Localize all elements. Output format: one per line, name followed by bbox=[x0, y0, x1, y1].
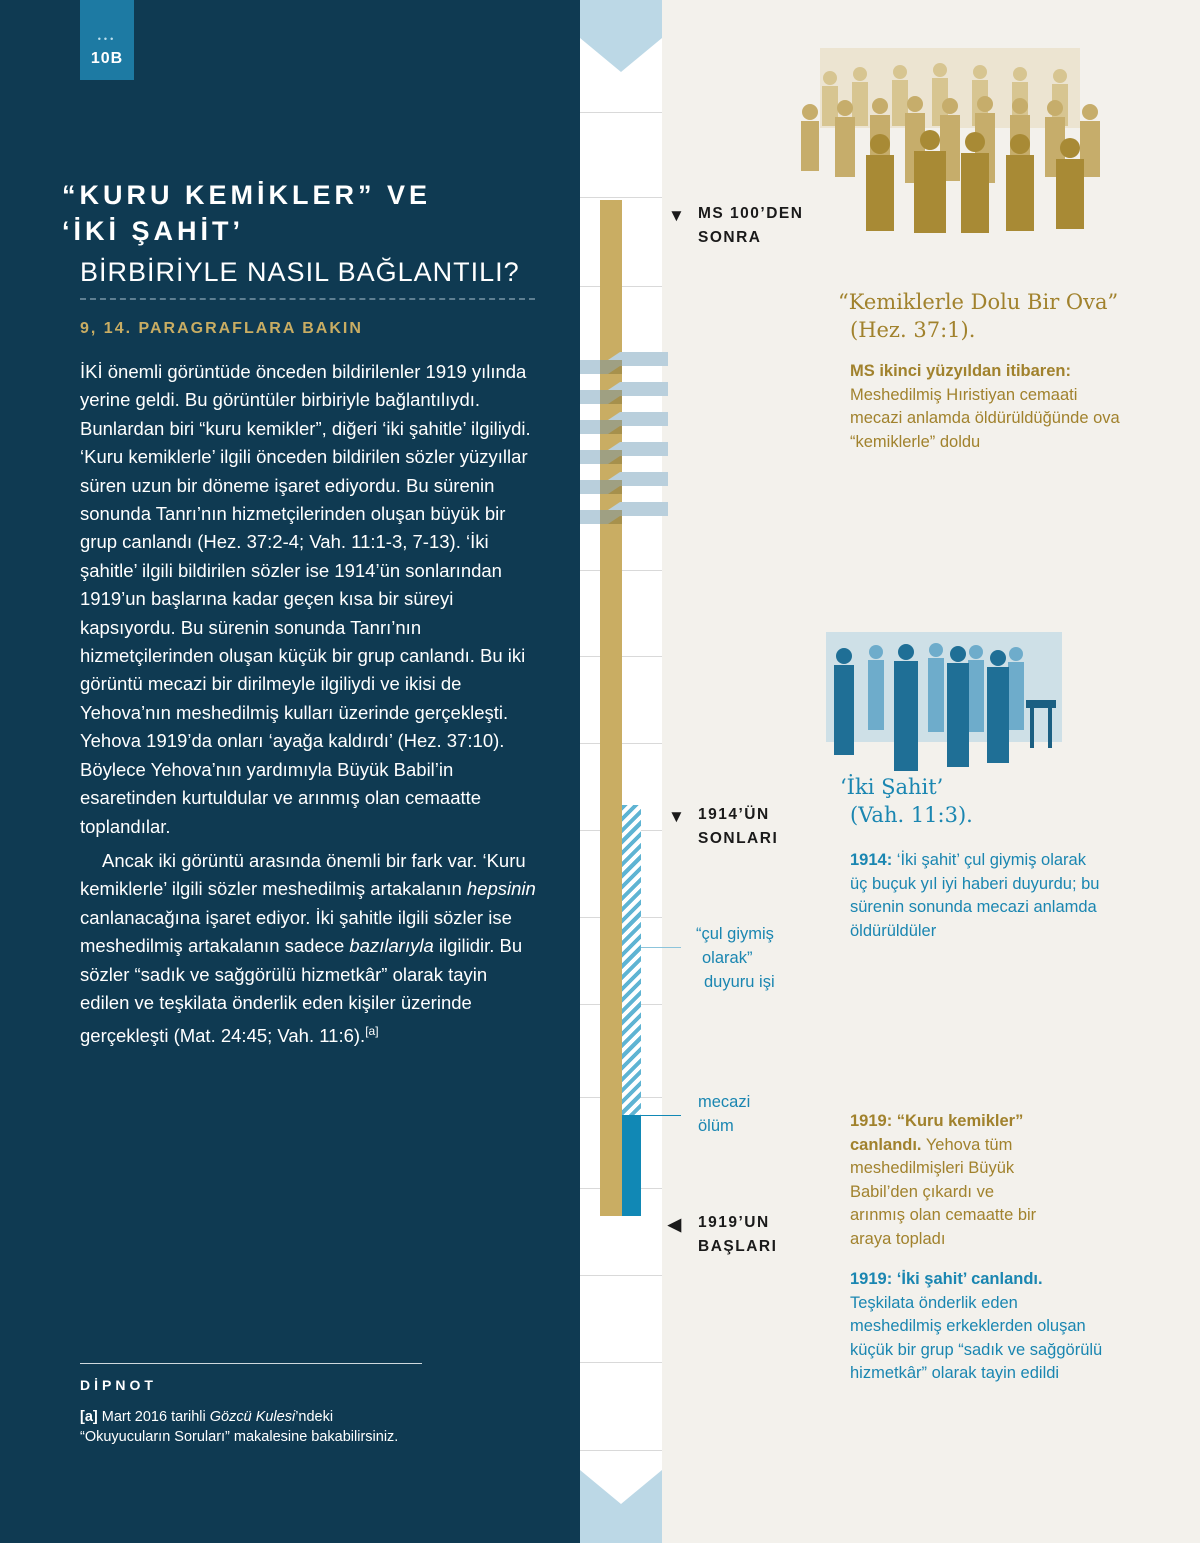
footnote-text bbox=[80, 1407, 400, 1447]
marker-early-1919-line2: BAŞLARI bbox=[698, 1238, 778, 1255]
paragraph-reference: 9, 14. PARAGRAFLARA BAKIN bbox=[80, 320, 363, 337]
bones-heading-line1: “Kemiklerle Dolu Bir Ova” bbox=[838, 290, 1119, 314]
timeline-tick bbox=[580, 112, 662, 113]
bones-heading-line2: (Hez. 37:1). bbox=[850, 318, 976, 342]
timeline-tick bbox=[580, 1450, 662, 1451]
bones-revival-note bbox=[850, 1110, 1050, 1251]
page-dots: ••• bbox=[97, 34, 117, 44]
timeline-tick bbox=[580, 1362, 662, 1363]
footnote-text-b: ’ndeki “Okuyucuların Soruları” makalesine bakabilirsiniz. bbox=[80, 1409, 399, 1445]
death-label-line2: ölüm bbox=[698, 1117, 734, 1135]
witness-revival-note bbox=[850, 1268, 1110, 1386]
body-paragraph-1: İKİ önemli görüntüde önceden bildirilenler 1919 yılında yerine geldi. Bu görüntüler birbiriyle bağlantılıydı. Bunlardan biri “kuru kemikler”, diğeri ‘iki şahitle’ ilgiliydi. ‘Kuru kemiklerle’ ilgili önceden bildirilen sözler yüzyıllar süren uzun bir döneme işaret ediyordu. Bu sürenin sonunda Tanrı’nın hizmetçilerinden oluşan büyük bir grup canlandı (Hez. 37:2-4; Vah. 11:1-3, 7-13). ‘İki şahitle’ ilgili bildirilen sözler ise 1914’ün sonlarından 1919’un başlarına kadar geçen kısa bir süreyi kapsıyordu. Bu sürenin sonunda Tanrı’nın hizmetçilerinden oluşan küçük bir grup canlandı. Bu iki görüntü mecazi bir dirilmeyle ilgiliydi ve ikisi de Yehova’nın meshedilmiş kulları üzerinde gerçekleşti. Yehova 1919’da onları ‘ayağa kaldırdı’ (Hez. 37:10). Böylece Yehova’nın yardımıyla Büyük Babil’in esaretinden kurtuldular ve arınmış olan cemaatte toplandılar. bbox=[80, 361, 531, 837]
bones-revival-text: Yehova tüm meshedilmişleri Büyük Babil’den çıkardı ve arınmış olan cemaatte bir araya topladı bbox=[850, 1135, 1037, 1248]
title-divider bbox=[80, 298, 535, 300]
compressed-time-chevrons bbox=[580, 352, 670, 524]
death-label bbox=[698, 1090, 750, 1138]
witnesses-note-text: ‘İki şahit’ çul giymiş olarak üç buçuk yıl iyi haberi duyurdu; bu sürenin sonunda mecazi anlamda öldürüldüler bbox=[850, 851, 1100, 940]
bottom-chevron bbox=[580, 1470, 662, 1543]
sackcloth-preaching-bar bbox=[622, 805, 641, 1115]
sackcloth-leader-line bbox=[641, 947, 681, 948]
symbolic-death-bar bbox=[622, 1115, 641, 1216]
witnesses-note-bold: 1914: bbox=[850, 851, 893, 869]
death-label-line1: mecazi bbox=[698, 1093, 751, 1111]
witnesses-heading-line2: (Vah. 11:3). bbox=[850, 803, 973, 827]
timeline-tick bbox=[580, 197, 662, 198]
left-triangle-icon: ◀ bbox=[668, 1215, 683, 1234]
marker-after-100-line1: MS 100’DEN bbox=[698, 205, 804, 222]
footnote-heading: DİPNOT bbox=[80, 1377, 157, 1393]
p2-part-b: canlanacağına işaret ediyor. İki şahitle ilgili sözler ise meshedilmiş artakalanın sadece bbox=[80, 906, 512, 957]
down-triangle-icon: ▼ bbox=[668, 807, 687, 826]
p2-emphasis-2: bazılarıyla bbox=[349, 935, 434, 957]
p2-part-c: ilgilidir. Bu sözler “sadık ve sağgörülü hizmetkâr” olarak tayin edilen ve teşkilata önderlik eden kişiler üzerinde gerçekleşti (Mat. 24:45; Vah. 11:6). bbox=[80, 935, 523, 1047]
p2-part-a: Ancak iki görüntü arasında önemli bir fark var. ‘Kuru kemiklerle’ ilgili sözler meshedilmiş artakalanın bbox=[80, 849, 526, 900]
top-chevron bbox=[580, 0, 662, 72]
p2-emphasis-1: hepsinin bbox=[466, 878, 536, 900]
title-line-1: “KURU KEMİKLER” VE bbox=[62, 180, 432, 210]
bones-note-bold: MS ikinci yüzyıldan itibaren: bbox=[850, 362, 1071, 380]
marker-early-1919 bbox=[668, 1211, 778, 1259]
marker-late-1914-line2: SONLARI bbox=[698, 830, 779, 847]
bones-revival-bold: 1919: “Kuru kemikler” canlandı. bbox=[850, 1112, 1024, 1154]
title-line-2: ‘İKİ ŞAHİT’ bbox=[62, 216, 245, 246]
marker-after-100 bbox=[668, 202, 804, 250]
footnote-divider bbox=[80, 1363, 422, 1364]
sackcloth-label bbox=[696, 922, 775, 994]
sackcloth-label-line2: olarak” bbox=[702, 949, 753, 967]
body-paragraph-2 bbox=[80, 847, 540, 1051]
marker-late-1914-line1: 1914’ÜN bbox=[698, 806, 770, 823]
sackcloth-label-line1: “çul giymiş bbox=[696, 925, 774, 943]
footnote-source: Gözcü Kulesi bbox=[209, 1409, 296, 1425]
title-line-3: BİRBİRİYLE NASIL BAĞLANTILI? bbox=[80, 257, 520, 287]
sackcloth-label-line3: duyuru işi bbox=[704, 973, 775, 991]
page-number: 10B bbox=[90, 50, 124, 67]
bones-note-text: Meshedilmiş Hıristiyan cemaati mecazi anlamda öldürüldüğünde ova “kemiklerle” doldu bbox=[850, 385, 1120, 451]
footnote-text-a: Mart 2016 tarihli bbox=[97, 1409, 210, 1425]
witnesses-illustration bbox=[826, 632, 1062, 780]
bones-note bbox=[850, 360, 1120, 454]
witness-revival-bold: 1919: ‘İki şahit’ canlandı. bbox=[850, 1270, 1043, 1288]
marker-after-100-line2: SONRA bbox=[698, 229, 762, 246]
timeline-tick bbox=[580, 1275, 662, 1276]
left-panel bbox=[0, 0, 580, 1543]
down-triangle-icon: ▼ bbox=[668, 206, 687, 225]
footnote-ref[interactable]: [a] bbox=[365, 1024, 379, 1039]
page-number-tab bbox=[80, 0, 134, 80]
footnote-marker: [a] bbox=[80, 1409, 98, 1425]
bones-heading bbox=[838, 288, 1118, 344]
witnesses-note bbox=[850, 849, 1100, 943]
crowd-illustration bbox=[790, 48, 1120, 238]
marker-early-1919-line1: 1919’UN bbox=[698, 1214, 770, 1231]
witnesses-heading bbox=[840, 773, 973, 829]
marker-late-1914 bbox=[668, 803, 779, 851]
witnesses-heading-line1: ‘İki Şahit’ bbox=[840, 775, 944, 799]
death-leader-line bbox=[641, 1115, 681, 1116]
witness-revival-text: Teşkilata önderlik eden meshedilmiş erkeklerden oluşan küçük bir grup “sadık ve sağgörülü hizmetkâr” olarak tayin edildi bbox=[850, 1293, 1103, 1382]
body-text bbox=[80, 358, 540, 1051]
